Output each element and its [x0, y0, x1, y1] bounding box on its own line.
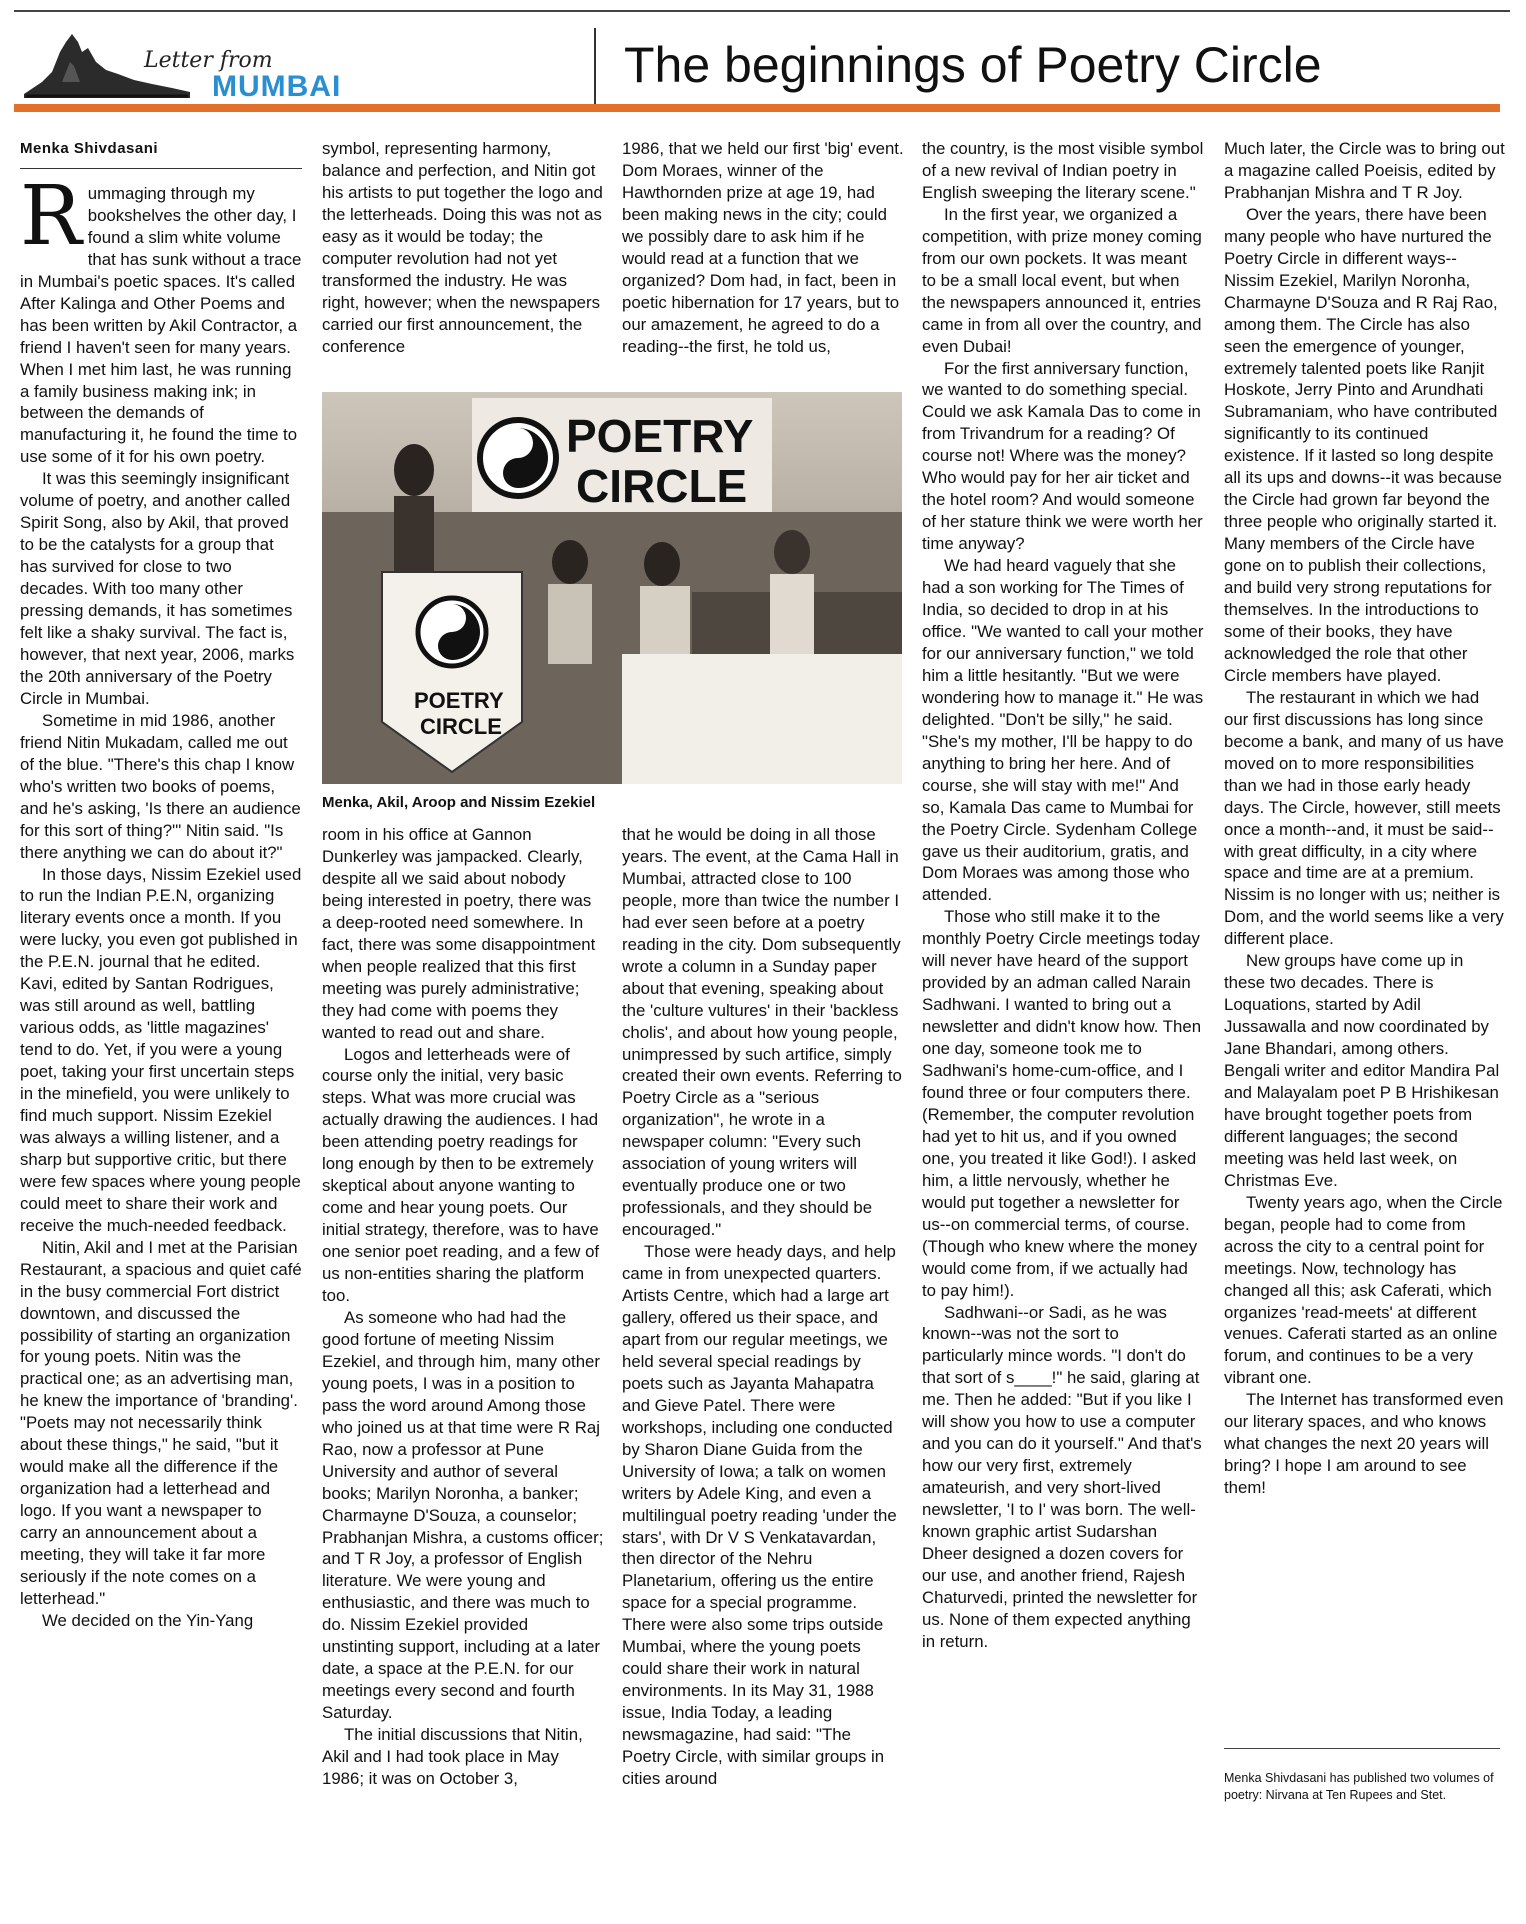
- column-3-top: [622, 138, 904, 358]
- accent-bar: [14, 104, 1500, 112]
- paragraph: Those were heady days, and help came in from unexpected quarters. Artists Centre, which had a large art gallery, offered us their space, and apart from our regular meetings, we held several special readings by poets such as Jayanta Mahapatra and Gieve Patel. There were workshops, including one conducted by Sharon Diane Guida from the University of Iowa; a talk on women writers by Adele King, and even a multilingual poetry reading 'under the stars', with Dr V S Venkatavardan, then director of the Nehru Planetarium, offering us the entire space for a special programme. There were also some trips outside Mumbai, where the young poets could share their work in natural environments. In its May 31, 1988 issue, India Today, a leading newsmagazine, had said: "The Poetry Circle, with similar groups in cities around: [622, 1242, 897, 1788]
- masthead-divider: [594, 28, 596, 106]
- photo-poetry-circle-event: [322, 392, 902, 784]
- column-1: [20, 138, 302, 1632]
- masthead: [22, 22, 592, 108]
- bio-divider: [1224, 1748, 1500, 1749]
- paragraph: Logos and letterheads were of course only the initial, very basic steps. What was more crucial was actually drawing the audiences. I had been attending poetry readings for long enough by then to be extremely skeptical about anyone wanting to come and hear young poets. Our initial strategy, therefore, was to have one senior poet reading, and a few of us non-entities sharing the platform too.: [322, 1044, 600, 1306]
- paragraph: Those who still make it to the monthly Poetry Circle meetings today will never have heard of the support provided by an adman called Narain Sadhwani. I wanted to bring out a newsletter and didn't know how. Then one day, someone took me to Sadhwani's home-cum-office, and I found three or four computers there. (Remember, the computer revolution had yet to hit us, and if you owned one, you treated it like God!). I asked him, a little nervously, whether he would put together a newsletter for us--on commercial terms, of course. (Though who knew where the money would come from, if we actually had to pay him!).: [922, 907, 1202, 1300]
- paragraph: The Internet has transformed even our literary spaces, and who knows what changes the next 20 years will bring? I hope I am around to see them!: [1224, 1390, 1504, 1498]
- paragraph: 1986, that we held our first 'big' event. Dom Moraes, winner of the Hawthornden prize at age 19, had been making news in the city; could we possibly dare to ask him if he would read at a function that we organized? Dom had, in fact, been in poetic hibernation for 17 years, but to our amazement, he agreed to do a reading--the first, he told us,: [622, 139, 904, 356]
- paragraph: In those days, Nissim Ezekiel used to run the Indian P.E.N, organizing literary events once a month. If you were lucky, you even got published in the P.E.N. journal that he edited. Kavi, edited by Santan Rodrigues, was still around as well, battling various odds, as 'little magazines' tend to do. Yet, if you were a young poet, taking your first uncertain steps in the minefield, you were unlikely to find much support. Nissim Ezekiel was always a willing listener, and a sharp but supportive critic, but there were few spaces where young people could meet to share their work and receive the much-needed feedback.: [20, 864, 302, 1235]
- paragraph: As someone who had had the good fortune of meeting Nissim Ezekiel, and through him, many other young poets, I was in a position to pass the word around Among those who joined us at that time were R Raj Rao, now a professor at Pune University and author of several books; Marilyn Noronha, a banker; Charmayne D'Souza, a counselor; Prabhanjan Mishra, a customs officer; and T R Joy, a professor of English literature. We were young and enthusiastic, and there was much to do. Nissim Ezekiel provided unstinting support, including at a later date, a space at the P.E.N. for our meetings every second and fourth Saturday.: [322, 1307, 604, 1723]
- kicker-city: MUMBAI: [212, 70, 342, 103]
- paragraph: In the first year, we organized a competition, with prize money coming from our own pockets. It was meant to be a small local event, but when the newspapers announced it, entries came in from all over the country, and even Dubai!: [922, 204, 1202, 356]
- paragraph: For the first anniversary function, we wanted to do something special. Could we ask Kamala Das to come in from Trivandrum for a reading? Of course not! Where was the money? Who would pay for her air ticket and the hotel room? And would someone of her stature think we were worth her time anyway?: [922, 358, 1203, 554]
- column-2-bottom: [322, 824, 604, 1790]
- paragraph: Nitin, Akil and I met at the Parisian Restaurant, a spacious and quiet café in the busy commercial Fort district downtown, and discussed the possibility of starting an organization for young poets. Nitin was the practical one; as an advertising man, he knew the importance of 'branding'. "Poets may not necessarily think about these things," he said, "but it would make all the difference if the organization had a letterhead and logo. If you want a newspaper to carry an announcement about a meeting, they will take it far more seriously if the note comes on a letterhead.": [20, 1237, 302, 1608]
- lectern-text-1: POETRY: [414, 688, 504, 713]
- paragraph: symbol, representing harmony, balance and perfection, and Nitin got his artists to put together the logo and the letterheads. Doing this was not as easy as it would be today; the computer revolution had not yet transformed the industry. He was right, however; when the newspapers carried our first announcement, the conference: [322, 139, 603, 356]
- paragraph: Over the years, there have been many people who have nurtured the Poetry Circle in different ways--Nissim Ezekiel, Marilyn Noronha, Charmayne D'Souza and R Raj Rao, among them. The Circle has also seen the emergence of younger, extremely talented poets like Ranjit Hoskote, Jerry Pinto and Arundhati Subramaniam, who have contributed significantly to its continued existence. If it lasted so long despite all its ups and downs--it was because the Circle had grown far beyond the three people who originally started it. Many members of the Circle have gone on to publish their collections, and build very strong reputations for themselves. In the introductions to some of their books, they have acknowledged the role that other Circle members have played.: [1224, 204, 1502, 685]
- paragraph: Much later, the Circle was to bring out a magazine called Poeisis, edited by Prabhanjan Mishra and T R Joy.: [1224, 139, 1505, 202]
- paragraph: The restaurant in which we had our first discussions has long since become a bank, and many of us have moved on to more responsibilities than we had in those early heady days. The Circle, however, still meets once a month--and, it must be said--with great difficulty, in a city where space and time are at a premium. Nissim is no longer with us; neither is Dom, and the world seems like a very different place.: [1224, 687, 1504, 949]
- column-2-top: [322, 138, 604, 358]
- paragraph: Sadhwani--or Sadi, as he was known--was not the sort to particularly mince words. "I don't do that sort of s____!" he said, glaring at me. Then he added: "But if you like I will show you how to use a computer and you can do it yourself." And that's how our very first, extremely amateurish, and very short-lived newsletter, 'I to I' was born. The well-known graphic artist Sudarshan Dheer designed a dozen covers for our use, and another friend, Rajesh Chaturvedi, printed the newsletter for us. None of them expected anything in return.: [922, 1302, 1202, 1651]
- byline: Menka Shivdasani: [20, 138, 302, 169]
- paragraph: We decided on the Yin-Yang: [42, 1610, 254, 1630]
- paragraph: Rummaging through my bookshelves the other day, I found a slim white volume that has sunk without a trace in Mumbai's poetic spaces. It's called After Kalinga and Other Poems and has been written by Akil Contractor, a friend I haven't seen for many years. When I met him last, he was running a family business making ink; in between the demands of manufacturing it, he found the time to use some of it for his own poetry.: [20, 168, 302, 467]
- paragraph: New groups have come up in these two decades. There is Loquations, started by Adil Jussawalla and now coordinated by Jane Bhandari, among others. Bengali writer and editor Mandira Pal and Malayalam poet P B Hrishikesan have brought together poets from different languages; the second meeting was held last week, on Christmas Eve.: [1224, 951, 1500, 1190]
- headline: The beginnings of Poetry Circle: [624, 37, 1322, 93]
- paragraph: Twenty years ago, when the Circle began, people had to come from across the city to a central point for meetings. Now, technology has changed all this; ask Caferati, which organizes 'read-meets' at different venues. Caferati started as an online forum, and continues to be a very vibrant one.: [1224, 1192, 1503, 1388]
- paragraph: the country, is the most visible symbol of a new revival of Indian poetry in English sweeping the literary scene.": [922, 139, 1204, 202]
- author-bio: Menka Shivdasani has published two volumes of poetry: Nirvana at Ten Rupees and Stet.: [1224, 1771, 1494, 1802]
- dropcap: R: [20, 168, 82, 264]
- column-4: [922, 138, 1204, 1653]
- photo-caption: Menka, Akil, Aroop and Nissim Ezekiel: [322, 794, 596, 811]
- column-3-bottom: [622, 824, 904, 1790]
- banner-text-1: POETRY: [566, 410, 754, 462]
- kicker-script: Letter from: [144, 48, 273, 73]
- banner-text-2: CIRCLE: [576, 460, 748, 512]
- lectern-text-2: CIRCLE: [420, 714, 502, 739]
- paragraph: Sometime in mid 1986, another friend Nitin Mukadam, called me out of the blue. "There's this chap I know who's written two books of poems, and he's asking, 'Is there an audience for this sort of thing?'" Nitin said. "Is there anything we can do about it?": [20, 710, 301, 862]
- paragraph: The initial discussions that Nitin, Akil and I had took place in May 1986; it was on October 3,: [322, 1725, 583, 1788]
- paragraph: It was this seemingly insignificant volume of poetry, and another called Spirit Song, also by Akil, that proved to be the catalysts for a group that has survived for close to two decades. With too many other pressing demands, it has sometimes felt like a shaky survival. The fact is, however, that next year, 2006, marks the 20th anniversary of the Poetry Circle in Mumbai.: [20, 469, 295, 708]
- paragraph: We had heard vaguely that she had a son working for The Times of India, so decided to drop in at his office. "We wanted to call your mother for our anniversary function," we told him a little hesitantly. "But we were wondering how to manage it." He was delighted. "Don't be silly," he said. "She's my mother, I'll be happy to do anything to bring her here. And of course, she will stay with me!" And so, Kamala Das came to Mumbai for the Poetry Circle. Sydenham College gave us their auditorium, gratis, and Dom Moraes was among those who attended.: [922, 556, 1204, 905]
- paragraph: room in his office at Gannon Dunkerley was jampacked. Clearly, despite all we said about nobody being interested in poetry, there was a deep-rooted need somewhere. In fact, there was some disappointment when people realized that this first meeting was purely administrative; they had come with poems they wanted to read out and share.: [322, 825, 596, 1042]
- column-5: [1224, 138, 1506, 1499]
- paragraph: that he would be doing in all those years. The event, at the Cama Hall in Mumbai, attracted close to 100 people, more than twice the number I had ever seen before at a poetry reading in the city. Dom subsequently wrote a column in a Sunday paper about that evening, speaking about the 'culture vultures' in their 'backless cholis', and about how young people, unimpressed by such artifice, simply created their own events. Referring to Poetry Circle as a "serious organization", he wrote in a newspaper column: "Every such association of young writers will eventually produce one or two professionals, and they should be encouraged.": [622, 825, 902, 1240]
- top-rule: [14, 10, 1510, 12]
